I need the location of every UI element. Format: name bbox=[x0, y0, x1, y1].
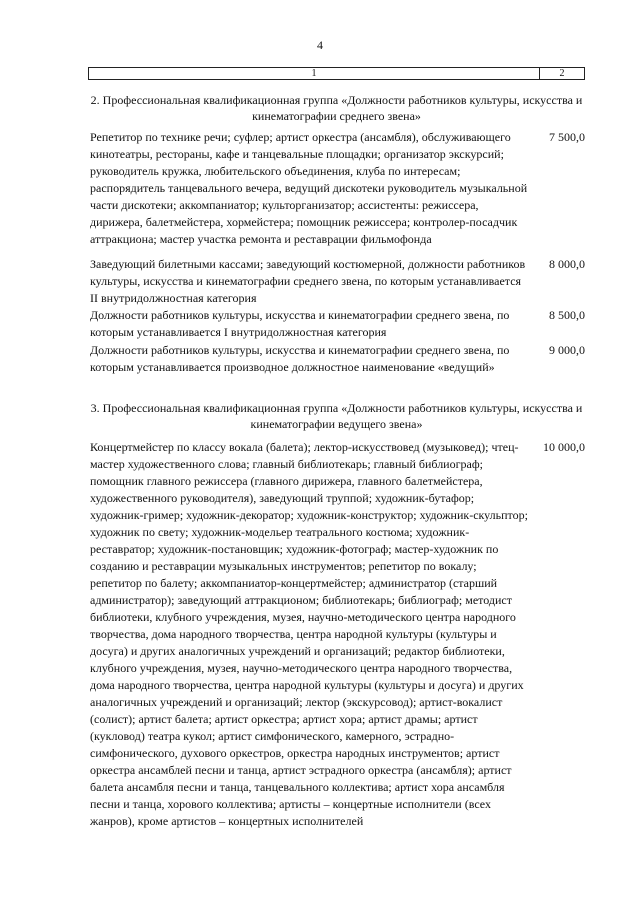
table-row bbox=[90, 307, 587, 341]
row-value: 8 500,0 bbox=[549, 308, 585, 322]
table-row bbox=[90, 342, 587, 376]
row-description: Должности работников культуры, искусства и кинематографии среднего звена, по которым устанавливается I внутридолжностная категория bbox=[90, 308, 510, 339]
table-row bbox=[90, 129, 587, 248]
row-value: 7 500,0 bbox=[549, 130, 585, 144]
table-header-row bbox=[88, 67, 585, 80]
row-description: Заведующий билетными кассами; заведующий костюмерной, должности работников культуры, искусства и кинематографии среднего звена, по которым устанавливается II внутридолжностная категория bbox=[90, 257, 526, 305]
row-description: Должности работников культуры, искусства и кинематографии среднего звена, по которым устанавливается производное должностное наименование «ведущий» bbox=[90, 343, 510, 374]
row-value: 9 000,0 bbox=[549, 343, 585, 357]
row-description: Концертмейстер по классу вокала (балета); лектор-искусствовед (музыковед); чтец-мастер художественного слова; главный библиотекарь; главный библиограф; помощник главного режиссера (главного дирижера, главного балетмейстера, художественного руководителя), заведующий труппой; художник-бутафор; художник-гример; художник-декоратор; художник-конструктор; художник-скульптор; художник по свету; художник-модельер театрального костюма; художник-реставратор; художник-постановщик; художник-фотограф; мастер-художник по созданию и реставрации музыкальных инструментов; репетитор по вокалу; репетитор по балету; аккомпаниатор-концертмейстер; администратор (старший администратор); заведующий аттракционом; библиотекарь; библиограф; методист библиотеки, клубного учреждения, музея, научно-методического центра народного творчества, дома народного творчества, центра народной культуры (культуры и досуга) и других аналогичных учреждений и организаций; редактор библиотеки, клубного учреждения, музея, научно-методического центра народного творчества, дома народного творчества, центра народной культуры (культуры и досуга) и других аналогичных учреждений и организаций; лектор (экскурсовод); артист-вокалист (солист); артист балета; артист оркестра; артист хора; артист драмы; артист (кукловод) театра кукол; артист симфонического, камерного, эстрадно-симфонического, духового оркестров, оркестра народных инструментов; артист оркестра ансамблей песни и танца, артист эстрадного оркестра (ансамбля); артист балета ансамбля песни и танца, танцевального коллектива; артист хора ансамбля песни и танца, хорового коллектива; артисты – концертные исполнители (всех жанров), кроме артистов – концертных исполнителей bbox=[90, 440, 528, 828]
row-value: 8 000,0 bbox=[549, 257, 585, 271]
row-description: Репетитор по технике речи; суфлер; артист оркестра (ансамбля), обслуживающего кинотеатры, рестораны, кафе и танцевальные площадки; организатор экскурсий; руководитель кружка, любительского объединения, клуба по интересам; распорядитель танцевального вечера, ведущий дискотеки руководитель музыкальной части дискотеки; аккомпаниатор; культорганизатор; ассистенты: режиссера, дирижера, балетмейстера, хормейстера; помощник режиссера; контролер-посадчик аттракциона; мастер участка ремонта и реставрации фильмофонда bbox=[90, 130, 528, 246]
table-header-col-2: 2 bbox=[559, 68, 565, 79]
table-header-col-1: 1 bbox=[89, 68, 540, 79]
table-row bbox=[90, 439, 587, 830]
group-2-title: 2. Профессиональная квалификационная группа «Должности работников культуры, искусства и кинематографии среднего звена» bbox=[90, 93, 583, 123]
row-value: 10 000,0 bbox=[543, 440, 585, 454]
group-3-title: 3. Профессиональная квалификационная группа «Должности работников культуры, искусства и кинематографии ведущего звена» bbox=[90, 401, 583, 431]
table-row bbox=[90, 256, 587, 307]
page-number: 4 bbox=[317, 38, 323, 52]
